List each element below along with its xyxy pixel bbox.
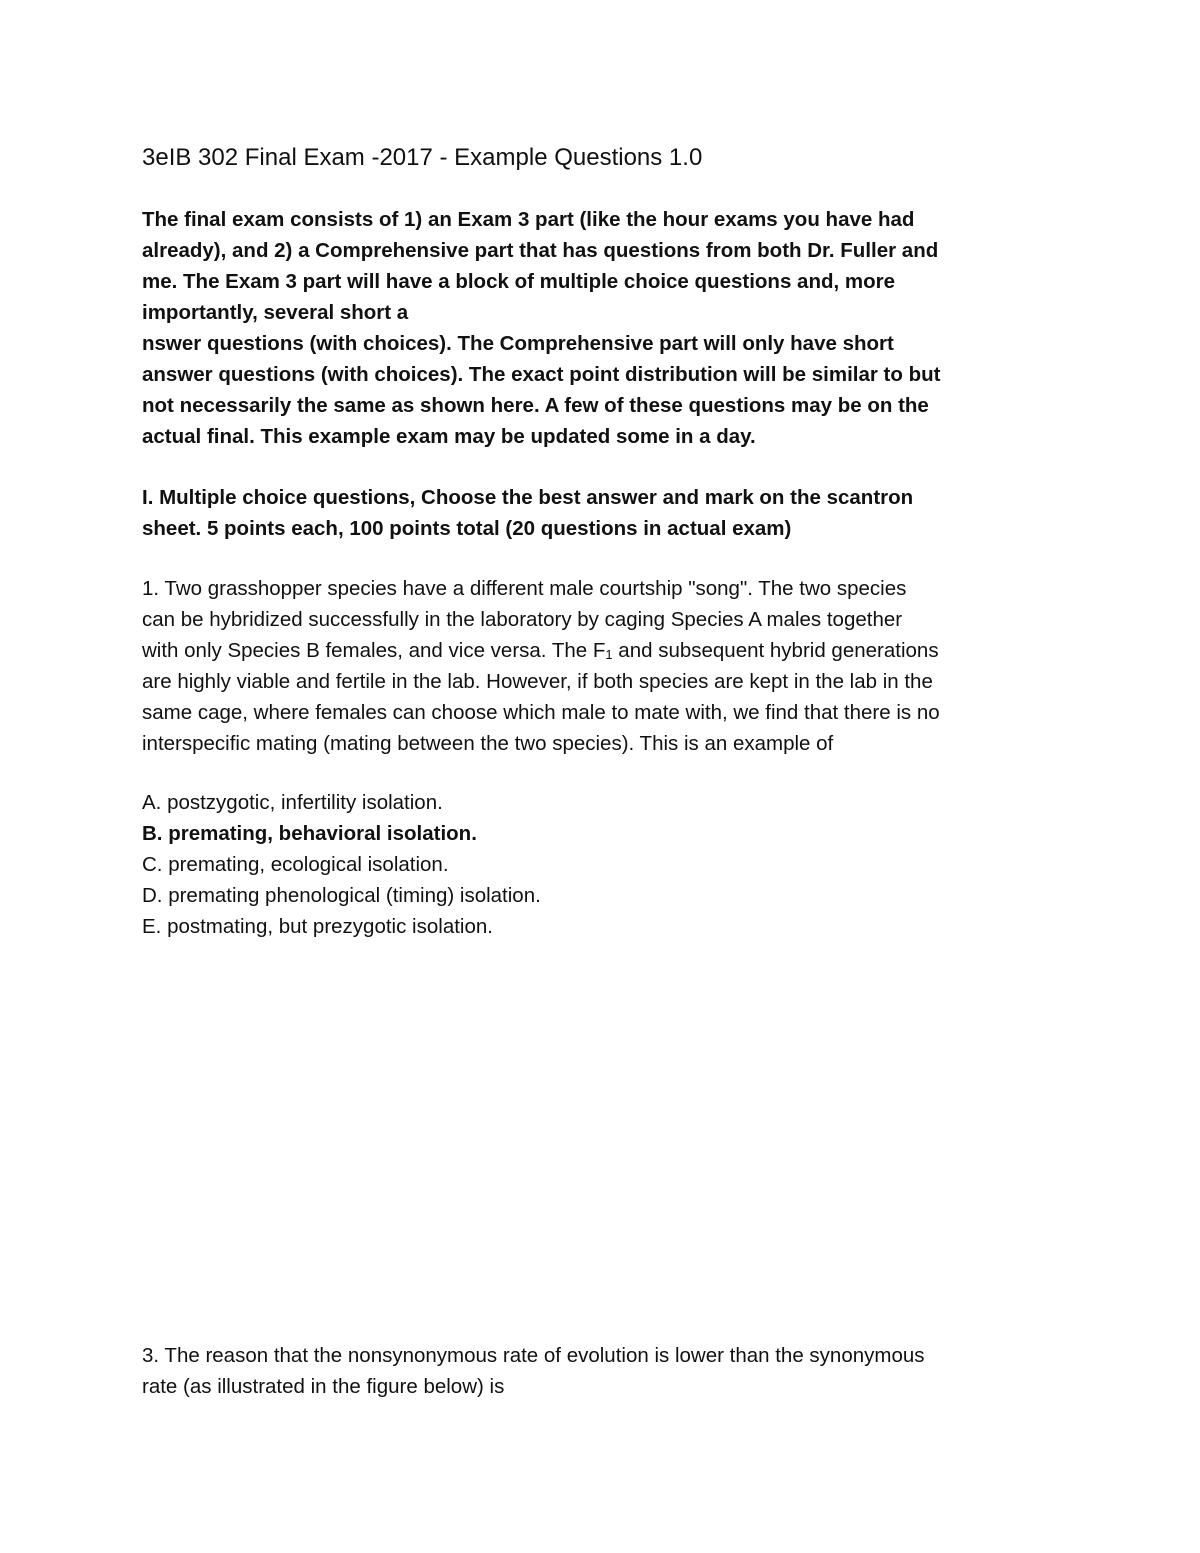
intro-line: answer questions (with choices). The exact point distribution will be similar to but [142,363,941,386]
question-3 [142,1340,1102,1402]
question-line-text: with only Species B females, and vice versa. The F [142,639,606,662]
question-line: 1. Two grasshopper species have a different male courtship "song". The two species [142,577,907,600]
intro-line: The final exam consists of 1) an Exam 3 part (like the hour exams you have had [142,208,915,231]
question-1 [142,573,1102,759]
question-line: same cage, where females can choose which male to mate with, we find that there is no [142,701,940,724]
intro-line: not necessarily the same as shown here. A few of these questions may be on the [142,394,929,417]
question-line: 3. The reason that the nonsynonymous rate of evolution is lower than the synonymous [142,1344,925,1367]
question-line-text: and subsequent hybrid generations [612,639,939,662]
exam-title: 3eIB 302 Final Exam -2017 - Example Questions 1.0 [142,144,703,171]
f1-subscript: 1 [605,647,613,662]
question-line: interspecific mating (mating between the two species). This is an example of [142,732,834,755]
intro-paragraph [142,204,1102,452]
option-a: A. postzygotic, infertility isolation. [142,791,443,814]
intro-line: importantly, several short a [142,301,409,324]
section-heading-line: I. Multiple choice questions, Choose the best answer and mark on the scantron [142,486,914,509]
question-1-options [142,787,1102,942]
option-c: C. premating, ecological isolation. [142,853,449,876]
section-heading-line: sheet. 5 points each, 100 points total (20 questions in actual exam) [142,517,792,540]
question-line [142,635,1102,666]
question-line: can be hybridized successfully in the laboratory by caging Species A males together [142,608,903,631]
section-heading [142,482,1102,544]
intro-line: already), and 2) a Comprehensive part that has questions from both Dr. Fuller and [142,239,939,262]
option-b-correct: B. premating, behavioral isolation. [142,822,477,845]
option-e: E. postmating, but prezygotic isolation. [142,915,493,938]
question-line: rate (as illustrated in the figure below) is [142,1375,505,1398]
question-line: are highly viable and fertile in the lab. However, if both species are kept in the lab in the [142,670,933,693]
option-d: D. premating phenological (timing) isolation. [142,884,541,907]
intro-line: nswer questions (with choices). The Comprehensive part will only have short [142,332,894,355]
intro-line: me. The Exam 3 part will have a block of multiple choice questions and, more [142,270,896,293]
intro-line: actual final. This example exam may be updated some in a day. [142,425,756,448]
